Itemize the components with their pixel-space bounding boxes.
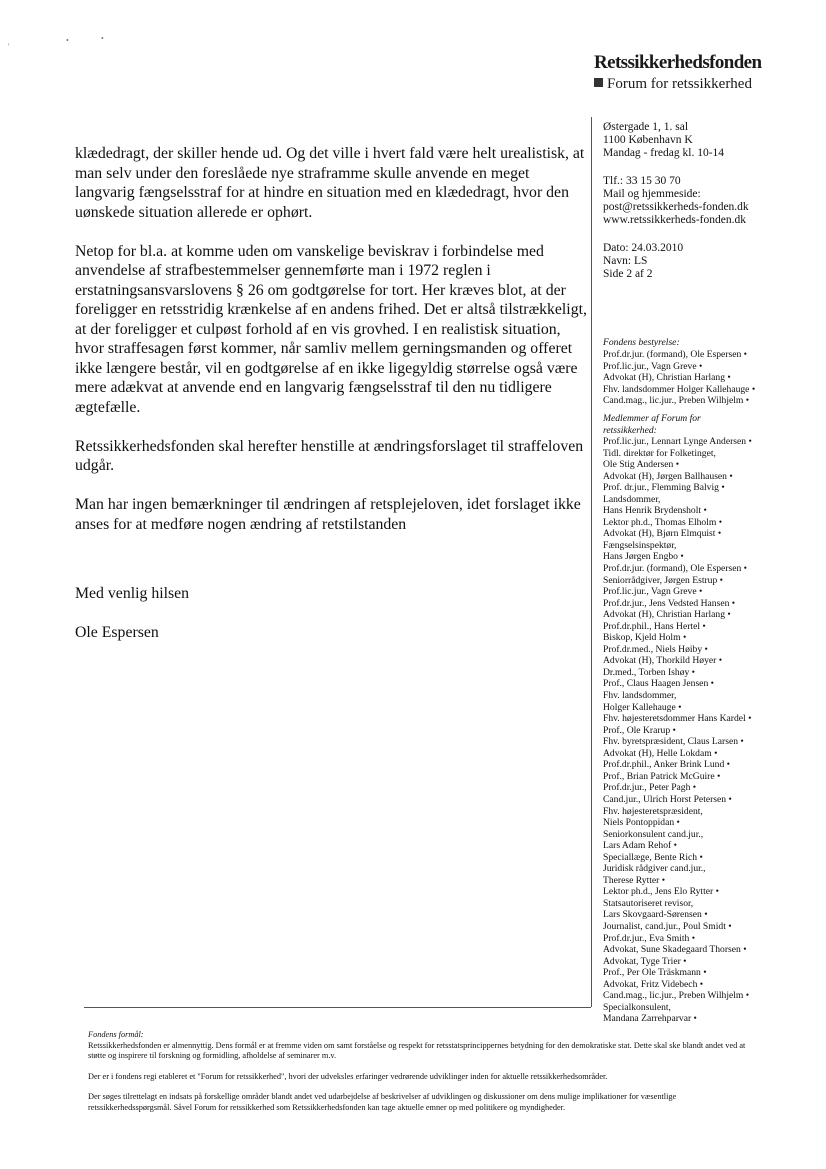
body-paragraph: klædedragt, der skiller hende ud. Og det ville i hvert fald være helt urealistisk, at man selv under den foreslåede nye straframme skulle anvende en meget langvarig fængselsstraf for at hindre en situation med en klædedragt, hvor den uønskede situation allerede er ophørt. bbox=[75, 145, 585, 221]
list-item: Lektor ph.d., Thomas Elholm • bbox=[603, 516, 723, 528]
list-item: Fhv. højesteretspræsident, bbox=[603, 805, 703, 817]
list-item: Prof. dr.jur., Flemming Balvig • bbox=[603, 482, 725, 494]
list-item: Fhv. landsdommer, bbox=[603, 690, 677, 702]
list-item: Holger Kallehauge • bbox=[603, 701, 682, 713]
phone-number: Tlf.: 33 15 30 70 bbox=[603, 175, 681, 187]
list-item: Prof.lic.jur., Vagn Greve • bbox=[603, 360, 703, 372]
list-item: Advokat, Fritz Videbech • bbox=[603, 978, 704, 990]
list-item: Speciallæge, Bente Rich • bbox=[603, 851, 703, 863]
list-item: Seniorrådgiver, Jørgen Estrup • bbox=[603, 574, 724, 586]
list-item: Statsautoriseret revisor, bbox=[603, 897, 694, 909]
list-item: Prof., Per Ole Träskmann • bbox=[603, 967, 707, 979]
list-item: Cand.mag., lic.jur., Preben Wilhjelm • bbox=[603, 395, 750, 406]
forum-members-heading bbox=[603, 413, 723, 436]
list-item: Prof.dr.med., Niels Høiby • bbox=[603, 643, 708, 655]
list-item: Prof.dr.jur. (formand), Ole Espersen • bbox=[603, 563, 748, 575]
list-item: Advokat, Tyge Trier • bbox=[603, 955, 687, 967]
organization-subtitle-text: Forum for retssikkerhed bbox=[607, 76, 752, 92]
list-item: Prof.dr.jur., Eva Smith • bbox=[603, 932, 696, 944]
address-line: 1100 København K bbox=[603, 134, 693, 146]
body-paragraph: Retssikkerhedsfonden skal herefter henstille at ændringsforslaget til straffeloven udgår. bbox=[75, 437, 584, 474]
scan-speck: • bbox=[101, 34, 104, 43]
list-item: Journalist, cand.jur., Poul Smidt • bbox=[603, 920, 732, 932]
forum-heading-line: Medlemmer af Forum for bbox=[603, 413, 701, 424]
list-item: Tidl. direktør for Folketinget, bbox=[603, 447, 716, 459]
list-item: Cand.jur., Ulrich Horst Petersen • bbox=[603, 793, 732, 805]
list-item: Prof.dr.phil., Hans Hertel • bbox=[603, 620, 706, 632]
organization-subtitle bbox=[594, 76, 794, 93]
board-member-list bbox=[603, 349, 813, 407]
list-item: Fhv. byretspræsident, Claus Larsen • bbox=[603, 736, 744, 748]
email-address: post@retssikkerheds-fonden.dk bbox=[603, 201, 749, 213]
list-item: Juridisk rådgiver cand.jur., bbox=[603, 863, 706, 875]
list-item: Cand.mag., lic.jur., Preben Wilhjelm • bbox=[603, 990, 750, 1002]
square-bullet-icon bbox=[594, 78, 603, 87]
scan-speck: ' bbox=[8, 42, 10, 51]
list-item: Prof.dr.jur., Peter Pagh • bbox=[603, 782, 697, 794]
forum-member-list bbox=[603, 436, 818, 1025]
list-item: Advokat (H), Christian Harlang • bbox=[603, 609, 731, 621]
list-item: Prof.dr.jur. (formand), Ole Espersen • bbox=[603, 349, 748, 360]
website-url: www.retssikkerheds-fonden.dk bbox=[603, 214, 746, 226]
office-hours: Mandag - fredag kl. 10-14 bbox=[603, 147, 725, 159]
contact-block bbox=[603, 121, 813, 281]
list-item: Lars Skovgaard-Sørensen • bbox=[603, 909, 708, 921]
list-item: Ole Stig Andersen • bbox=[603, 459, 680, 471]
horizontal-divider bbox=[84, 1007, 591, 1008]
list-item: Advokat (H), Jørgen Ballhausen • bbox=[603, 470, 733, 482]
list-item: Fængselsinspektør, bbox=[603, 539, 677, 551]
address-line: Østergade 1, 1. sal bbox=[603, 121, 689, 133]
body-paragraph: Man har ingen bemærkninger til ændringen af retsplejeloven, idet forslaget ikke anses for at medføre nogen ændring af retstilstanden bbox=[75, 496, 581, 533]
letter-signature: Ole Espersen bbox=[75, 624, 159, 641]
list-item: Hans Henrik Brydensholt • bbox=[603, 505, 707, 517]
list-item: Advokat (H), Helle Lokdam • bbox=[603, 747, 718, 759]
list-item: Lars Adam Rehof • bbox=[603, 840, 677, 852]
list-item: Landsdommer, bbox=[603, 493, 661, 505]
list-item: Fhv. højesteretsdommer Hans Kardel • bbox=[603, 713, 752, 725]
list-item: Advokat, Sune Skadegaard Thorsen • bbox=[603, 944, 747, 956]
page-number: Side 2 af 2 bbox=[603, 268, 653, 280]
list-item: Prof.dr.jur., Jens Vedsted Hansen • bbox=[603, 597, 736, 609]
list-item: Hans Jørgen Engbo • bbox=[603, 551, 684, 563]
letter-date: Dato: 24.03.2010 bbox=[603, 242, 684, 254]
list-item: Prof., Claus Haagen Jensen • bbox=[603, 678, 714, 690]
board-heading: Fondens bestyrelse: bbox=[603, 337, 680, 348]
footer-paragraph: Der søges tilrettelagt en indsats på forskellige områder blandt andet ved udarbejdelse af beskrivelser af udviklingen og diskussioner om dens mulige implikationer for væsentlige retssikkerhedsspørgsmål. Såvel Forum for retssikkerhed som Retssikkerhedsfonden kan tage aktuelle emner op med politikere og myndigheder. bbox=[88, 1092, 677, 1112]
list-item: Prof.dr.phil., Anker Brink Lund • bbox=[603, 759, 731, 771]
list-item: Lektor ph.d., Jens Elo Rytter • bbox=[603, 886, 719, 898]
list-item: Prof.lic.jur., Vagn Greve • bbox=[603, 586, 703, 598]
vertical-divider bbox=[591, 117, 592, 1007]
list-item: Niels Pontoppidan • bbox=[603, 817, 680, 829]
list-item: Fhv. landsdommer Holger Kallehauge • bbox=[603, 383, 756, 395]
scan-speck: • bbox=[66, 36, 69, 45]
list-item: Prof., Brian Patrick McGuire • bbox=[603, 770, 721, 782]
list-item: Therese Rytter • bbox=[603, 874, 666, 886]
letter-closing: Med venlig hilsen bbox=[75, 585, 190, 602]
footer-paragraph: Retssikkerhedsfonden er almennyttig. Dens formål er at fremme viden om samt forståelse og respekt for retsstatsprincippernes betydning for den demokratiske stat. Dette skal ske blandt andet ved at støtte og inspirere til forskning og formidling, afholdelse af seminarer m.v. bbox=[88, 1040, 746, 1060]
list-item: Biskop, Kjeld Holm • bbox=[603, 632, 687, 644]
body-paragraph: Netop for bl.a. at komme uden om vanskelige beviskrav i forbindelse med anvendelse af strafbestemmelser gennemførte man i 1972 reglen i erstatningsansvarslovens § 26 om godtgørelse for tort. Her kræves blot, at der foreligger en retsstridig krænkelse af en andens frihed. Det er altså tilstrækkeligt, at der foreligger et culpøst forhold af en vis grovhed. I en realistisk situation, hvor straffesagen først kommer, når samliv mellem gerningsmanden og offeret ikke længere består, vil en godtgørelse af en ikke ligegyldig størrelse også være mere adækvat at anvende end en langvarig fængselsstraf til den nu tidligere ægtefælle. bbox=[75, 242, 587, 416]
footer-title: Fondens formål: bbox=[88, 1030, 144, 1039]
list-item: Specialkonsulent, bbox=[603, 1001, 671, 1013]
list-item: Advokat (H), Thorkild Høyer • bbox=[603, 655, 723, 667]
list-item: Seniorkonsulent cand.jur., bbox=[603, 828, 704, 840]
organization-name: Retssikkerhedsfonden bbox=[594, 52, 762, 73]
forum-heading-line: retssikkerhed: bbox=[603, 424, 657, 436]
list-item: Dr.med., Torben Ishøy • bbox=[603, 666, 696, 678]
list-item: Mandana Zarrehparvar • bbox=[603, 1013, 697, 1025]
contact-label: Mail og hjemmeside: bbox=[603, 188, 701, 200]
list-item: Advokat (H), Bjørn Elmquist • bbox=[603, 528, 722, 540]
letter-body bbox=[75, 144, 590, 554]
list-item: Advokat (H), Christian Harlang • bbox=[603, 372, 731, 383]
footer bbox=[88, 1030, 748, 1123]
footer-paragraph: Der er i fondens regi etableret et "Forum for retssikkerhed", hvori der udveksles erfaringer vedrørende udviklinger inden for aktuelle retssikkerhedsområder. bbox=[88, 1071, 608, 1081]
list-item: Prof., Ole Krarup • bbox=[603, 724, 676, 736]
list-item: Prof.lic.jur., Lennart Lynge Andersen • bbox=[603, 436, 752, 447]
letter-author-initials: Navn: LS bbox=[603, 255, 648, 267]
